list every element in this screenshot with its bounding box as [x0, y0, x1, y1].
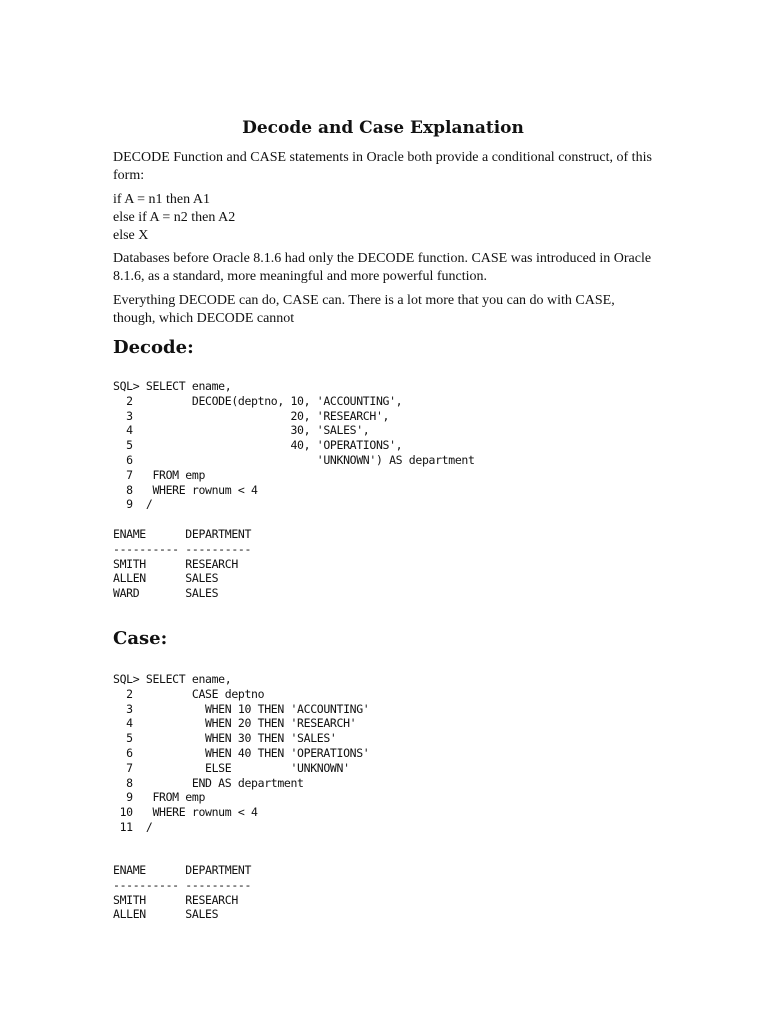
result-row: SMITH RESEARCH: [113, 556, 238, 571]
code-line: 7 FROM emp: [113, 467, 206, 482]
code-line: 2 DECODE(deptno, 10, 'ACCOUNTING',: [113, 393, 403, 408]
result-row: ALLEN SALES: [113, 571, 219, 586]
page-title: Decode and Case Explanation: [242, 118, 524, 138]
case-heading: Case:: [113, 628, 168, 649]
result-header: ENAME DEPARTMENT: [113, 527, 252, 541]
decode-heading: Decode:: [113, 337, 194, 358]
code-line: SQL> SELECT ename,: [113, 379, 232, 393]
code-line: 7 ELSE 'UNKNOWN': [113, 760, 350, 775]
code-line: 2 CASE deptno: [113, 686, 265, 701]
result-row: WARD SALES: [113, 586, 219, 601]
result-row: SMITH RESEARCH: [113, 892, 238, 907]
history-paragraph: Databases before Oracle 8.1.6 had only the DECODE function. CASE was introduced in Oracle 8.1.6, as a standard, more meaningful and more powerful function.: [113, 251, 652, 284]
code-line: 6 'UNKNOWN') AS department: [113, 452, 475, 467]
code-line: 6 WHEN 40 THEN 'OPERATIONS': [113, 745, 370, 760]
code-line: SQL> SELECT ename,: [113, 672, 232, 686]
case-result-table: [113, 863, 251, 922]
comparison-paragraph: Everything DECODE can do, CASE can. There is a lot more that you can do with CASE, though, which DECODE cannot: [113, 293, 615, 326]
code-line: 5 40, 'OPERATIONS',: [113, 438, 403, 453]
pseudo-line: else X: [113, 228, 149, 243]
code-line: 9 /: [113, 497, 153, 512]
result-separator: ---------- ----------: [113, 877, 252, 892]
result-row: ALLEN SALES: [113, 907, 219, 922]
code-line: 5 WHEN 30 THEN 'SALES': [113, 731, 337, 746]
code-line: 3 WHEN 10 THEN 'ACCOUNTING': [113, 701, 370, 716]
code-line: 4 30, 'SALES',: [113, 423, 370, 438]
code-line: 10 WHERE rownum < 4: [113, 805, 258, 820]
code-line: 4 WHEN 20 THEN 'RESEARCH': [113, 716, 357, 731]
pseudo-line: if A = n1 then A1: [113, 192, 210, 207]
code-line: 11 /: [113, 819, 153, 834]
case-sql-code: [113, 672, 369, 835]
code-line: 3 20, 'RESEARCH',: [113, 408, 390, 423]
result-separator: ---------- ----------: [113, 541, 252, 556]
result-header: ENAME DEPARTMENT: [113, 863, 252, 877]
decode-sql-code: [113, 379, 475, 512]
code-line: 8 END AS department: [113, 775, 304, 790]
pseudo-line: else if A = n2 then A2: [113, 210, 236, 225]
code-line: 9 FROM emp: [113, 790, 206, 805]
code-line: 8 WHERE rownum < 4: [113, 482, 258, 497]
pseudo-code-block: [113, 191, 658, 245]
intro-paragraph: DECODE Function and CASE statements in Oracle both provide a conditional construct, of this form:: [113, 150, 652, 183]
decode-result-table: [113, 527, 251, 601]
